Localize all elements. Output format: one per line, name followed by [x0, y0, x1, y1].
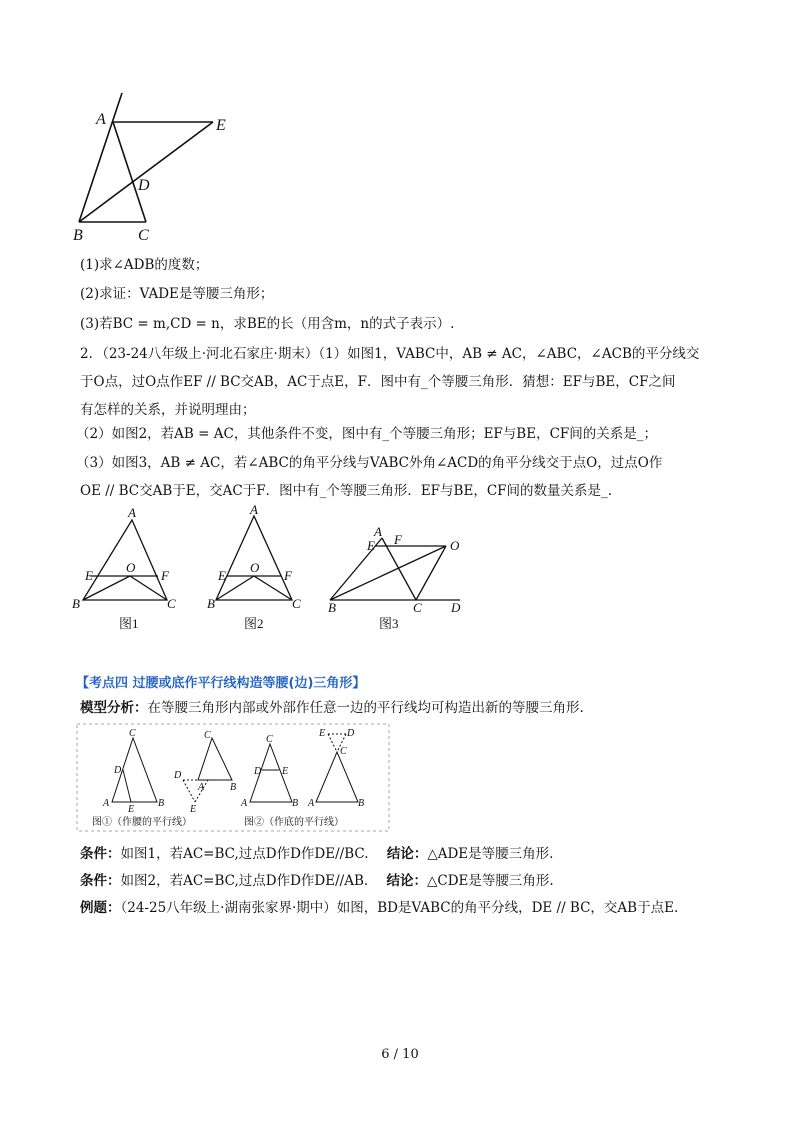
- section-title: 【考点四 过腰或底作平行线构造等腰(边)三角形】: [76, 676, 366, 691]
- model-label: 模型分析：: [80, 700, 148, 716]
- m2-label-b: B: [230, 782, 237, 793]
- fig1-label-o: O: [126, 560, 136, 575]
- fig1-label-e: E: [85, 568, 93, 583]
- m2-label-d: D: [174, 770, 182, 781]
- fig3-caption: 图3: [379, 616, 399, 631]
- fig2-label-o: O: [250, 560, 260, 575]
- fig-label-e: E: [216, 117, 226, 134]
- condition-1: [80, 844, 553, 864]
- m3-label-a: A: [241, 798, 248, 809]
- fig3-label-o: O: [450, 538, 460, 553]
- m2-label-a: A: [198, 782, 205, 793]
- conclusion-2-label: 结论：: [386, 873, 427, 889]
- m4-label-e: E: [319, 728, 326, 739]
- m1-label-c: C: [129, 728, 136, 739]
- condition-2-label: 条件：: [80, 873, 121, 889]
- conclusion-1-text: △ADE是等腰三角形.: [427, 846, 554, 862]
- fig1-label-b: B: [72, 596, 80, 611]
- q2-line1: 2．（23-24八年级上·河北石家庄·期末）（1）如图1，VABC中，AB ≠ AC，∠ABC，∠ACB的平分线交: [80, 346, 700, 362]
- q1-part3: (3)若BC = m,CD = n，求BE的长（用含m，n的式子表示）.: [80, 316, 455, 332]
- fig3-label-c: C: [413, 600, 422, 615]
- m1-label-d: D: [114, 765, 122, 776]
- m4-label-c: C: [340, 746, 347, 757]
- m3-label-e: E: [282, 766, 289, 777]
- fig1-label-a: A: [128, 505, 136, 520]
- condition-1-text: 如图1，若AC=BC,过点D作D作DE//BC.: [120, 846, 369, 862]
- fig3-label-e: E: [367, 538, 375, 553]
- fig2-label-a: A: [250, 502, 258, 517]
- q2-line2: 于O点，过O点作EF // BC交AB，AC于点E，F．图中有_个等腰三角形．猜想：EF与BE，CF之间: [80, 374, 676, 390]
- condition-2-text: 如图2，若AC=BC,过点D作D作DE//AB.: [120, 873, 369, 889]
- q2-line5: （3）如图3，AB ≠ AC，若∠ABC的角平分线与VABC外角∠ACD的角平分线交于点O，过点O作: [76, 455, 663, 471]
- model-caption-1: 图①（作腰的平行线）: [92, 817, 192, 828]
- fig3-label-d: D: [451, 600, 461, 615]
- fig2-label-f: F: [284, 568, 292, 583]
- figure-models: [0, 722, 800, 842]
- m1-label-b: B: [158, 798, 165, 809]
- m1-label-e: E: [128, 804, 135, 815]
- fig2-caption: 图2: [244, 616, 264, 631]
- model-analysis: [80, 698, 584, 718]
- condition-2: [80, 871, 554, 891]
- page-number: 6 / 10: [381, 1047, 419, 1062]
- fig-label-c: C: [138, 227, 149, 244]
- model-text: 在等腰三角形内部或外部作任意一边的平行线均可构造出新的等腰三角形.: [147, 700, 584, 716]
- fig3-label-b: B: [328, 600, 336, 615]
- q2-line6: OE // BC交AB于E，交AC于F．图中有_个等腰三角形．EF与BE，CF间的数量关系是_.: [80, 483, 613, 499]
- m2-label-e: E: [190, 804, 197, 815]
- m3-label-c: C: [266, 734, 273, 745]
- q1-part2: (2)求证：VADE是等腰三角形；: [80, 286, 274, 302]
- q2-line3: 有怎样的关系，并说明理由；: [80, 402, 256, 418]
- fig-label-a: A: [96, 111, 106, 128]
- conclusion-2-text: △CDE是等腰三角形.: [426, 873, 554, 889]
- m3-label-b: B: [292, 798, 299, 809]
- example-text: （24-25八年级上·湖南张家界·期中）如图，BD是VABC的角平分线，DE // BC，交AB于点E.: [120, 900, 679, 916]
- m1-label-a: A: [103, 798, 110, 809]
- figure-row-1-2-3: [0, 500, 800, 650]
- q1-part1: (1)求∠ADB的度数；: [80, 257, 209, 273]
- conclusion-1-label: 结论：: [386, 846, 428, 862]
- fig3-label-a: A: [374, 524, 382, 539]
- fig2-label-b: B: [207, 596, 215, 611]
- fig1-label-f: F: [161, 568, 169, 583]
- m4-label-a: A: [308, 798, 315, 809]
- condition-1-label: 条件：: [80, 846, 121, 862]
- fig3-label-f: F: [394, 532, 402, 547]
- m3-label-d: D: [254, 766, 262, 777]
- m2-label-c: C: [204, 730, 211, 741]
- figure-triangle-ade: [0, 0, 800, 260]
- m4-label-d: D: [347, 728, 355, 739]
- example: [80, 898, 678, 918]
- fig2-label-e: E: [218, 568, 226, 583]
- fig1-caption: 图1: [119, 616, 139, 631]
- fig-label-d: D: [138, 177, 150, 194]
- model-caption-2: 图②（作底的平行线）: [244, 817, 344, 828]
- fig2-label-c: C: [292, 596, 301, 611]
- q2-line4: （2）如图2，若AB = AC，其他条件不变，图中有_个等腰三角形；EF与BE，CF间的关系是_；: [76, 426, 658, 442]
- fig-label-b: B: [73, 227, 83, 244]
- example-label: 例题：: [80, 900, 121, 916]
- fig1-label-c: C: [167, 596, 176, 611]
- m4-label-b: B: [358, 798, 365, 809]
